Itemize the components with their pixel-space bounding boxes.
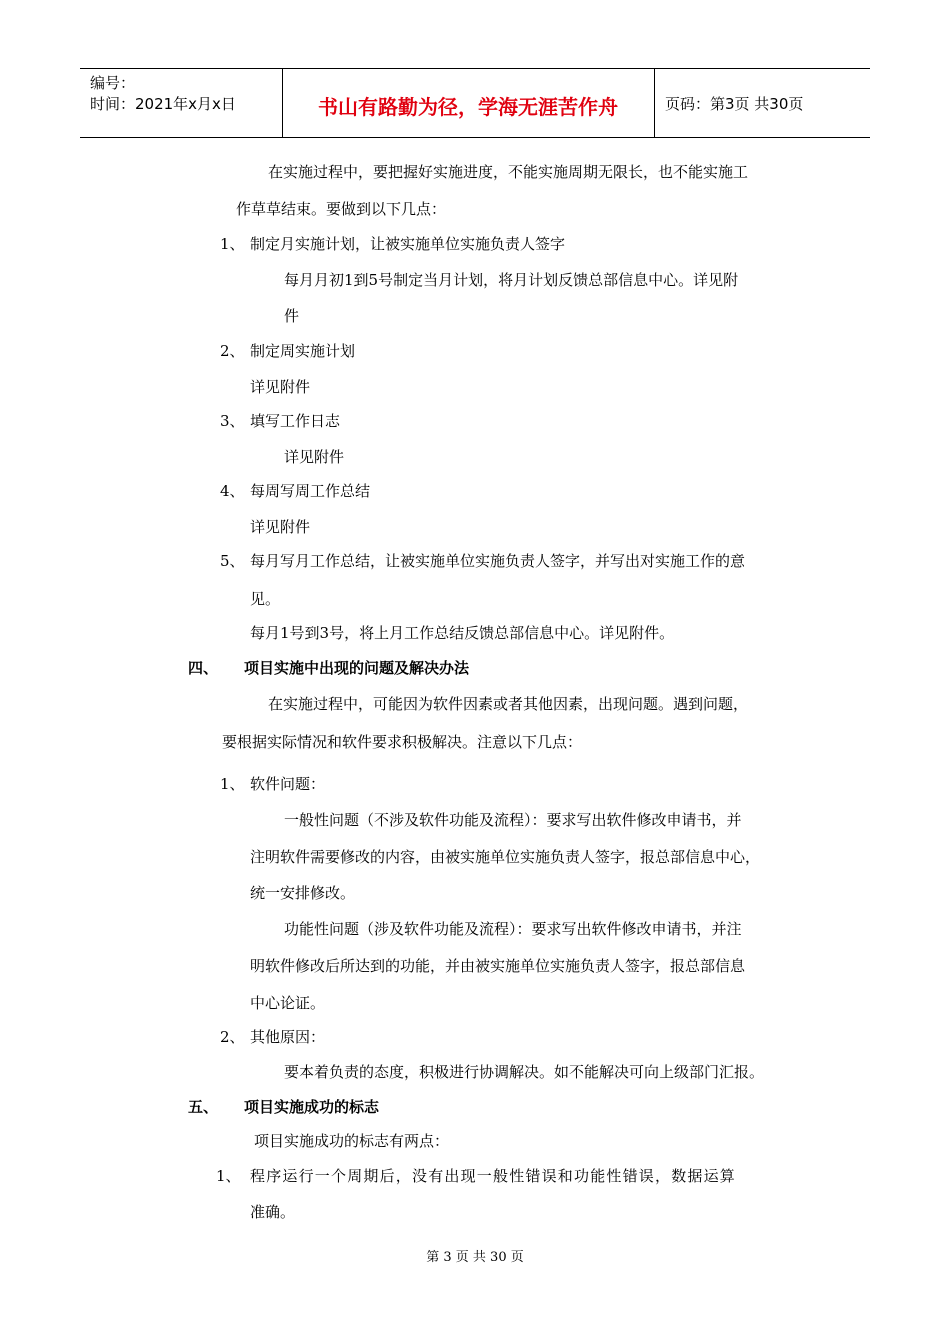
- header-motto: 书山有路勤为径，学海无涯苦作舟: [318, 95, 618, 119]
- s4-item2-desc: 要本着负责的态度，积极进行协调解决。如不能解决可向上级部门汇报。: [284, 1063, 765, 1081]
- s4-para2-line-2: 明软件修改后所达到的功能，并由被实施单位实施负责人签字，报总部信息: [250, 957, 746, 975]
- s5-item1-line-1: 程序运行一个周期后，没有出现一般性错误和功能性错误，数据运算: [250, 1167, 737, 1185]
- item5-title-1: 每月写月工作总结，让被实施单位实施负责人签字，并写出对实施工作的意: [250, 552, 746, 570]
- item4-number: 4、: [220, 482, 245, 500]
- item5-number: 5、: [220, 552, 245, 570]
- item1-number: 1、: [220, 235, 245, 253]
- item4-desc: 详见附件: [250, 518, 311, 536]
- item3-number: 3、: [220, 412, 245, 430]
- item5-title-2: 见。: [250, 590, 281, 608]
- s4-para1-line-1: 一般性问题（不涉及软件功能及流程）：要求写出软件修改申请书，并: [284, 811, 742, 829]
- section4-intro-2: 要根据实际情况和软件要求积极解决。注意以下几点：: [222, 733, 583, 751]
- time-label: 时间：2021年x月x日: [90, 95, 236, 113]
- item2-desc: 详见附件: [250, 378, 311, 396]
- intro-line-2: 作草草结束。要做到以下几点：: [236, 200, 447, 218]
- document-header: [80, 68, 870, 138]
- item3-title: 填写工作日志: [250, 412, 341, 430]
- s4-item2-title: 其他原因：: [250, 1028, 326, 1046]
- s5-item1-number: 1、: [216, 1167, 241, 1185]
- item4-title: 每周写周工作总结: [250, 482, 371, 500]
- s5-item1-line-2: 准确。: [250, 1203, 296, 1221]
- s4-item1-number: 1、: [220, 775, 245, 793]
- section5-title: 项目实施成功的标志: [244, 1098, 380, 1116]
- header-info-cell: [80, 69, 283, 137]
- s4-para2-line-1: 功能性问题（涉及软件功能及流程）：要求写出软件修改申请书，并注: [284, 920, 742, 938]
- item1-desc-2: 件: [284, 307, 300, 325]
- section4-title: 项目实施中出现的问题及解决办法: [244, 659, 470, 677]
- item1-desc-1: 每月月初1到5号制定当月计划，将月计划反馈总部信息中心。详见附: [284, 271, 739, 289]
- s4-para1-line-2: 注明软件需要修改的内容，由被实施单位实施负责人签字，报总部信息中心，: [250, 848, 761, 866]
- section5-intro: 项目实施成功的标志有两点：: [254, 1132, 450, 1150]
- item2-number: 2、: [220, 342, 245, 360]
- header-page-info: 页码：第3页 共30页: [665, 95, 804, 113]
- s4-para1-line-3: 统一安排修改。: [250, 884, 356, 902]
- s4-para2-line-3: 中心论证。: [250, 994, 326, 1012]
- section5-number: 五、: [188, 1098, 219, 1116]
- item1-title: 制定月实施计划，让被实施单位实施负责人签字: [250, 235, 566, 253]
- item3-desc: 详见附件: [284, 448, 345, 466]
- section4-intro-1: 在实施过程中，可能因为软件因素或者其他因素，出现问题。遇到问题，: [268, 695, 749, 713]
- s4-item1-title: 软件问题：: [250, 775, 326, 793]
- item5-desc: 每月1号到3号，将上月工作总结反馈总部信息中心。详见附件。: [250, 624, 675, 642]
- intro-line-1: 在实施过程中，要把握好实施进度，不能实施周期无限长，也不能实施工: [268, 163, 749, 181]
- s4-item2-number: 2、: [220, 1028, 245, 1046]
- item2-title: 制定周实施计划: [250, 342, 356, 360]
- page-footer: 第 3 页 共 30 页: [426, 1250, 524, 1265]
- number-label: 编号：: [90, 74, 136, 92]
- section4-number: 四、: [188, 659, 219, 677]
- header-page-cell: [654, 69, 871, 137]
